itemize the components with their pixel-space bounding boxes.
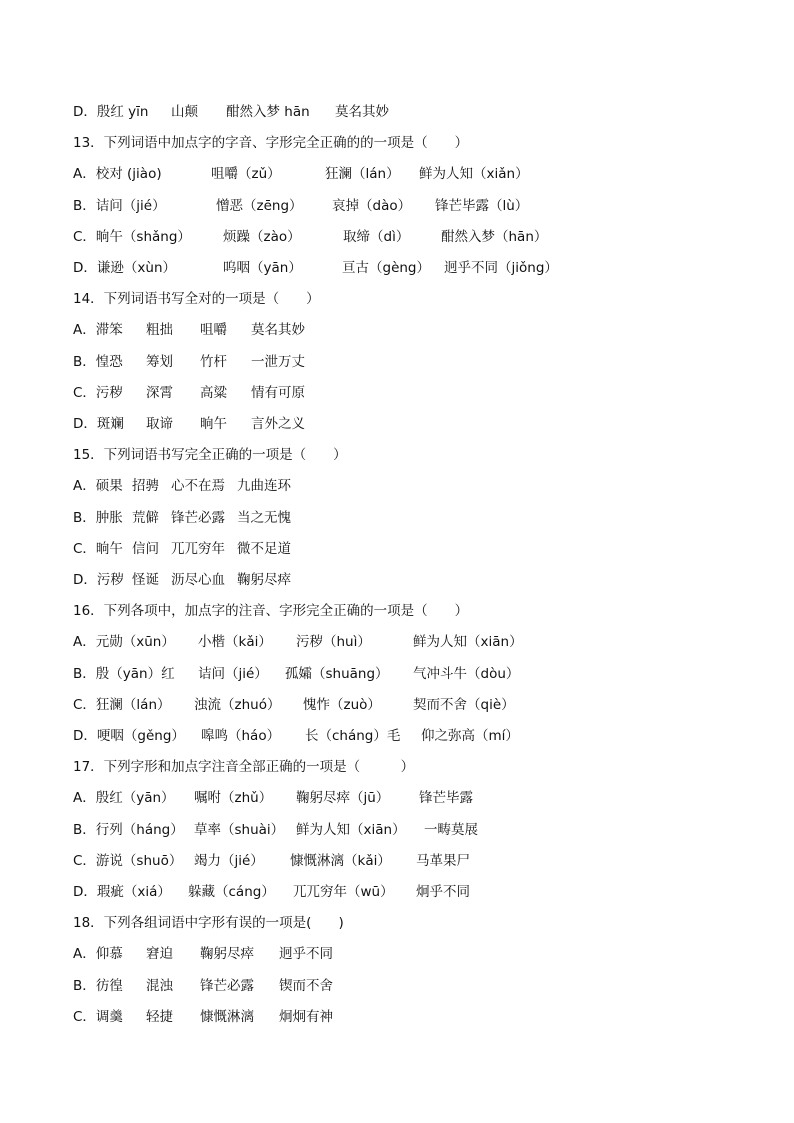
option-term: 气冲斗牛（dòu） bbox=[413, 665, 520, 682]
option-term: 咀嚼 bbox=[200, 322, 227, 339]
option-term: 慷慨淋漓（kǎi） bbox=[290, 852, 391, 869]
option-label-term: D．殷红 yīn bbox=[73, 104, 149, 120]
option-term: 当之无愧 bbox=[237, 509, 291, 526]
answer-option bbox=[73, 569, 733, 591]
answer-option bbox=[73, 725, 733, 747]
option-term: 炯炯有神 bbox=[279, 1008, 333, 1025]
option-term: 咀嚼（zǔ） bbox=[211, 166, 281, 183]
option-term: 微不足道 bbox=[237, 540, 291, 557]
option-term: 锋芒必露 bbox=[171, 509, 225, 526]
option-term: 取谛 bbox=[146, 416, 173, 432]
option-label-term: B．彷徨 bbox=[73, 977, 123, 994]
option-term: 心不在焉 bbox=[171, 478, 225, 495]
question-text: 18．下列各组词语中字形有误的一项是( ) bbox=[73, 915, 344, 932]
option-term: 亘古（gèng） bbox=[342, 260, 431, 276]
option-term: 晌午 bbox=[200, 416, 227, 432]
option-term: 信问 bbox=[132, 540, 159, 557]
option-term: 浊流（zhuó） bbox=[194, 696, 281, 713]
option-label-term: D．谦逊（xùn） bbox=[73, 260, 176, 276]
option-term: 深霄 bbox=[146, 384, 173, 401]
option-term: 愧怍（zuò） bbox=[303, 696, 381, 713]
option-label-term: C．调羹 bbox=[73, 1008, 123, 1025]
option-term: 荒僻 bbox=[132, 509, 159, 526]
option-label-term: B．惶恐 bbox=[73, 353, 123, 370]
question-text: 17．下列字形和加点字注音全部正确的一项是（ ） bbox=[73, 759, 415, 776]
answer-option bbox=[73, 975, 733, 997]
option-term: 哀掉（dào） bbox=[332, 197, 412, 214]
option-term: 锋芒毕露 bbox=[419, 790, 473, 807]
option-term: 憎恶（zēng） bbox=[216, 197, 303, 214]
option-label-term: A．滞笨 bbox=[73, 322, 123, 339]
option-term: 莫名其妙 bbox=[335, 104, 389, 120]
answer-option bbox=[73, 475, 733, 497]
option-term: 招骋 bbox=[132, 478, 159, 495]
option-label-term: D．哽咽（gěng） bbox=[73, 728, 185, 744]
option-term: 污秽（huì） bbox=[296, 634, 371, 651]
option-label-term: B．行列（háng） bbox=[73, 821, 184, 838]
option-label-term: C．狂澜（lán） bbox=[73, 696, 171, 713]
option-term: 言外之义 bbox=[251, 416, 305, 432]
answer-option bbox=[73, 319, 733, 341]
answer-option bbox=[73, 1006, 733, 1028]
option-term: 锋芒必露 bbox=[200, 977, 254, 994]
answer-option bbox=[73, 507, 733, 529]
option-term: 迥乎不同 bbox=[279, 946, 333, 963]
option-label-term: D．瑕疵（xiá） bbox=[73, 884, 171, 900]
option-term: 草率（shuài） bbox=[194, 821, 285, 838]
option-term: 九曲连环 bbox=[237, 478, 291, 495]
option-label-term: C．晌午 bbox=[73, 540, 123, 557]
option-label-term: A．殷红（yān） bbox=[73, 790, 175, 807]
option-term: 鞠躬尽瘁 bbox=[237, 572, 291, 588]
option-label-term: A．校对 (jiào) bbox=[73, 166, 162, 183]
option-term: 一泄万丈 bbox=[251, 353, 305, 370]
option-label-term: C．游说（shuō） bbox=[73, 852, 183, 869]
option-label-term: A．元勋（xūn） bbox=[73, 634, 175, 651]
answer-option bbox=[73, 663, 733, 685]
option-term: 烦躁（zào） bbox=[223, 228, 301, 245]
question-stem bbox=[73, 132, 733, 154]
option-term: 怪诞 bbox=[132, 572, 159, 588]
option-label-term: A．硕果 bbox=[73, 478, 123, 495]
option-term: 狂澜（lán） bbox=[325, 166, 400, 183]
option-term: 沥尽心血 bbox=[171, 572, 225, 588]
option-term: 竭力（jié） bbox=[194, 852, 264, 869]
option-label-term: A．仰慕 bbox=[73, 946, 123, 963]
option-term: 契而不舍（qiè） bbox=[413, 696, 515, 713]
question-text: 13．下列词语中加点字的字音、字形完全正确的的一项是（ ） bbox=[73, 135, 469, 152]
answer-option bbox=[73, 694, 733, 716]
option-term: 长（cháng）毛 bbox=[305, 728, 401, 744]
option-term: 鞠躬尽瘁 bbox=[200, 946, 254, 963]
option-label-term: B．肿胀 bbox=[73, 509, 123, 526]
answer-option bbox=[73, 226, 733, 248]
option-term: 锲而不舍 bbox=[279, 977, 333, 994]
answer-option bbox=[73, 631, 733, 653]
option-term: 迥乎不同（jiǒng） bbox=[444, 260, 558, 276]
option-term: 炯乎不同 bbox=[416, 884, 470, 900]
option-term: 兀兀穷年（wū） bbox=[293, 884, 394, 900]
option-term: 鲜为人知（xiān） bbox=[413, 634, 523, 651]
option-term: 酣然入梦（hān） bbox=[441, 228, 548, 245]
option-term: 高粱 bbox=[200, 384, 227, 401]
answer-option bbox=[73, 101, 733, 123]
option-label-term: D．污秽 bbox=[73, 572, 124, 588]
question-stem bbox=[73, 600, 733, 622]
option-label-term: B．殷（yān）红 bbox=[73, 665, 175, 682]
option-term: 粗拙 bbox=[146, 322, 173, 339]
option-term: 马革果尸 bbox=[416, 852, 470, 869]
option-term: 诘问（jié） bbox=[198, 665, 268, 682]
question-stem bbox=[73, 912, 733, 934]
option-label-term: C．晌午（shǎng） bbox=[73, 228, 191, 245]
option-term: 兀兀穷年 bbox=[171, 540, 225, 557]
option-term: 孤孀（shuāng） bbox=[285, 665, 389, 682]
question-text: 14．下列词语书写全对的一项是（ ） bbox=[73, 291, 320, 308]
answer-option bbox=[73, 163, 733, 185]
answer-option bbox=[73, 413, 733, 435]
option-label-term: D．斑斓 bbox=[73, 416, 124, 432]
option-term: 鞠躬尽瘁（jū） bbox=[296, 790, 390, 807]
option-term: 情有可原 bbox=[251, 384, 305, 401]
option-term: 锋芒毕露（lù） bbox=[435, 197, 529, 214]
question-stem bbox=[73, 444, 733, 466]
option-label-term: B．诘问（jié） bbox=[73, 197, 166, 214]
option-term: 嗥鸣（háo） bbox=[201, 728, 281, 744]
option-label-term: C．污秽 bbox=[73, 384, 123, 401]
option-term: 小楷（kǎi） bbox=[198, 634, 272, 651]
option-term: 躲藏（cáng） bbox=[188, 884, 275, 900]
option-term: 取缔（dì） bbox=[343, 228, 410, 245]
option-term: 慷慨淋漓 bbox=[200, 1008, 254, 1025]
option-term: 竹杆 bbox=[200, 353, 227, 370]
answer-option bbox=[73, 850, 733, 872]
question-stem bbox=[73, 288, 733, 310]
option-term: 山颠 bbox=[171, 104, 198, 120]
answer-option bbox=[73, 787, 733, 809]
option-term: 混浊 bbox=[146, 977, 173, 994]
option-term: 仰之弥高（mí） bbox=[421, 728, 519, 744]
answer-option bbox=[73, 195, 733, 217]
option-term: 莫名其妙 bbox=[251, 322, 305, 339]
answer-option bbox=[73, 819, 733, 841]
question-text: 16．下列各项中，加点字的注音、字形完全正确的一项是（ ） bbox=[73, 603, 469, 620]
option-term: 鲜为人知（xiǎn） bbox=[419, 166, 529, 183]
question-stem bbox=[73, 756, 733, 778]
answer-option bbox=[73, 257, 733, 279]
option-term: 酣然入梦 hān bbox=[226, 104, 310, 120]
option-term: 筹划 bbox=[146, 353, 173, 370]
answer-option bbox=[73, 382, 733, 404]
option-term: 一畴莫展 bbox=[424, 821, 478, 838]
option-term: 窘迫 bbox=[146, 946, 173, 963]
answer-option bbox=[73, 538, 733, 560]
option-term: 嘱咐（zhǔ） bbox=[194, 790, 273, 807]
option-term: 呜咽（yān） bbox=[223, 260, 302, 276]
answer-option bbox=[73, 881, 733, 903]
option-term: 轻捷 bbox=[146, 1008, 173, 1025]
option-term: 鲜为人知（xiān） bbox=[296, 821, 406, 838]
answer-option bbox=[73, 943, 733, 965]
question-text: 15．下列词语书写完全正确的一项是（ ） bbox=[73, 447, 347, 464]
answer-option bbox=[73, 351, 733, 373]
